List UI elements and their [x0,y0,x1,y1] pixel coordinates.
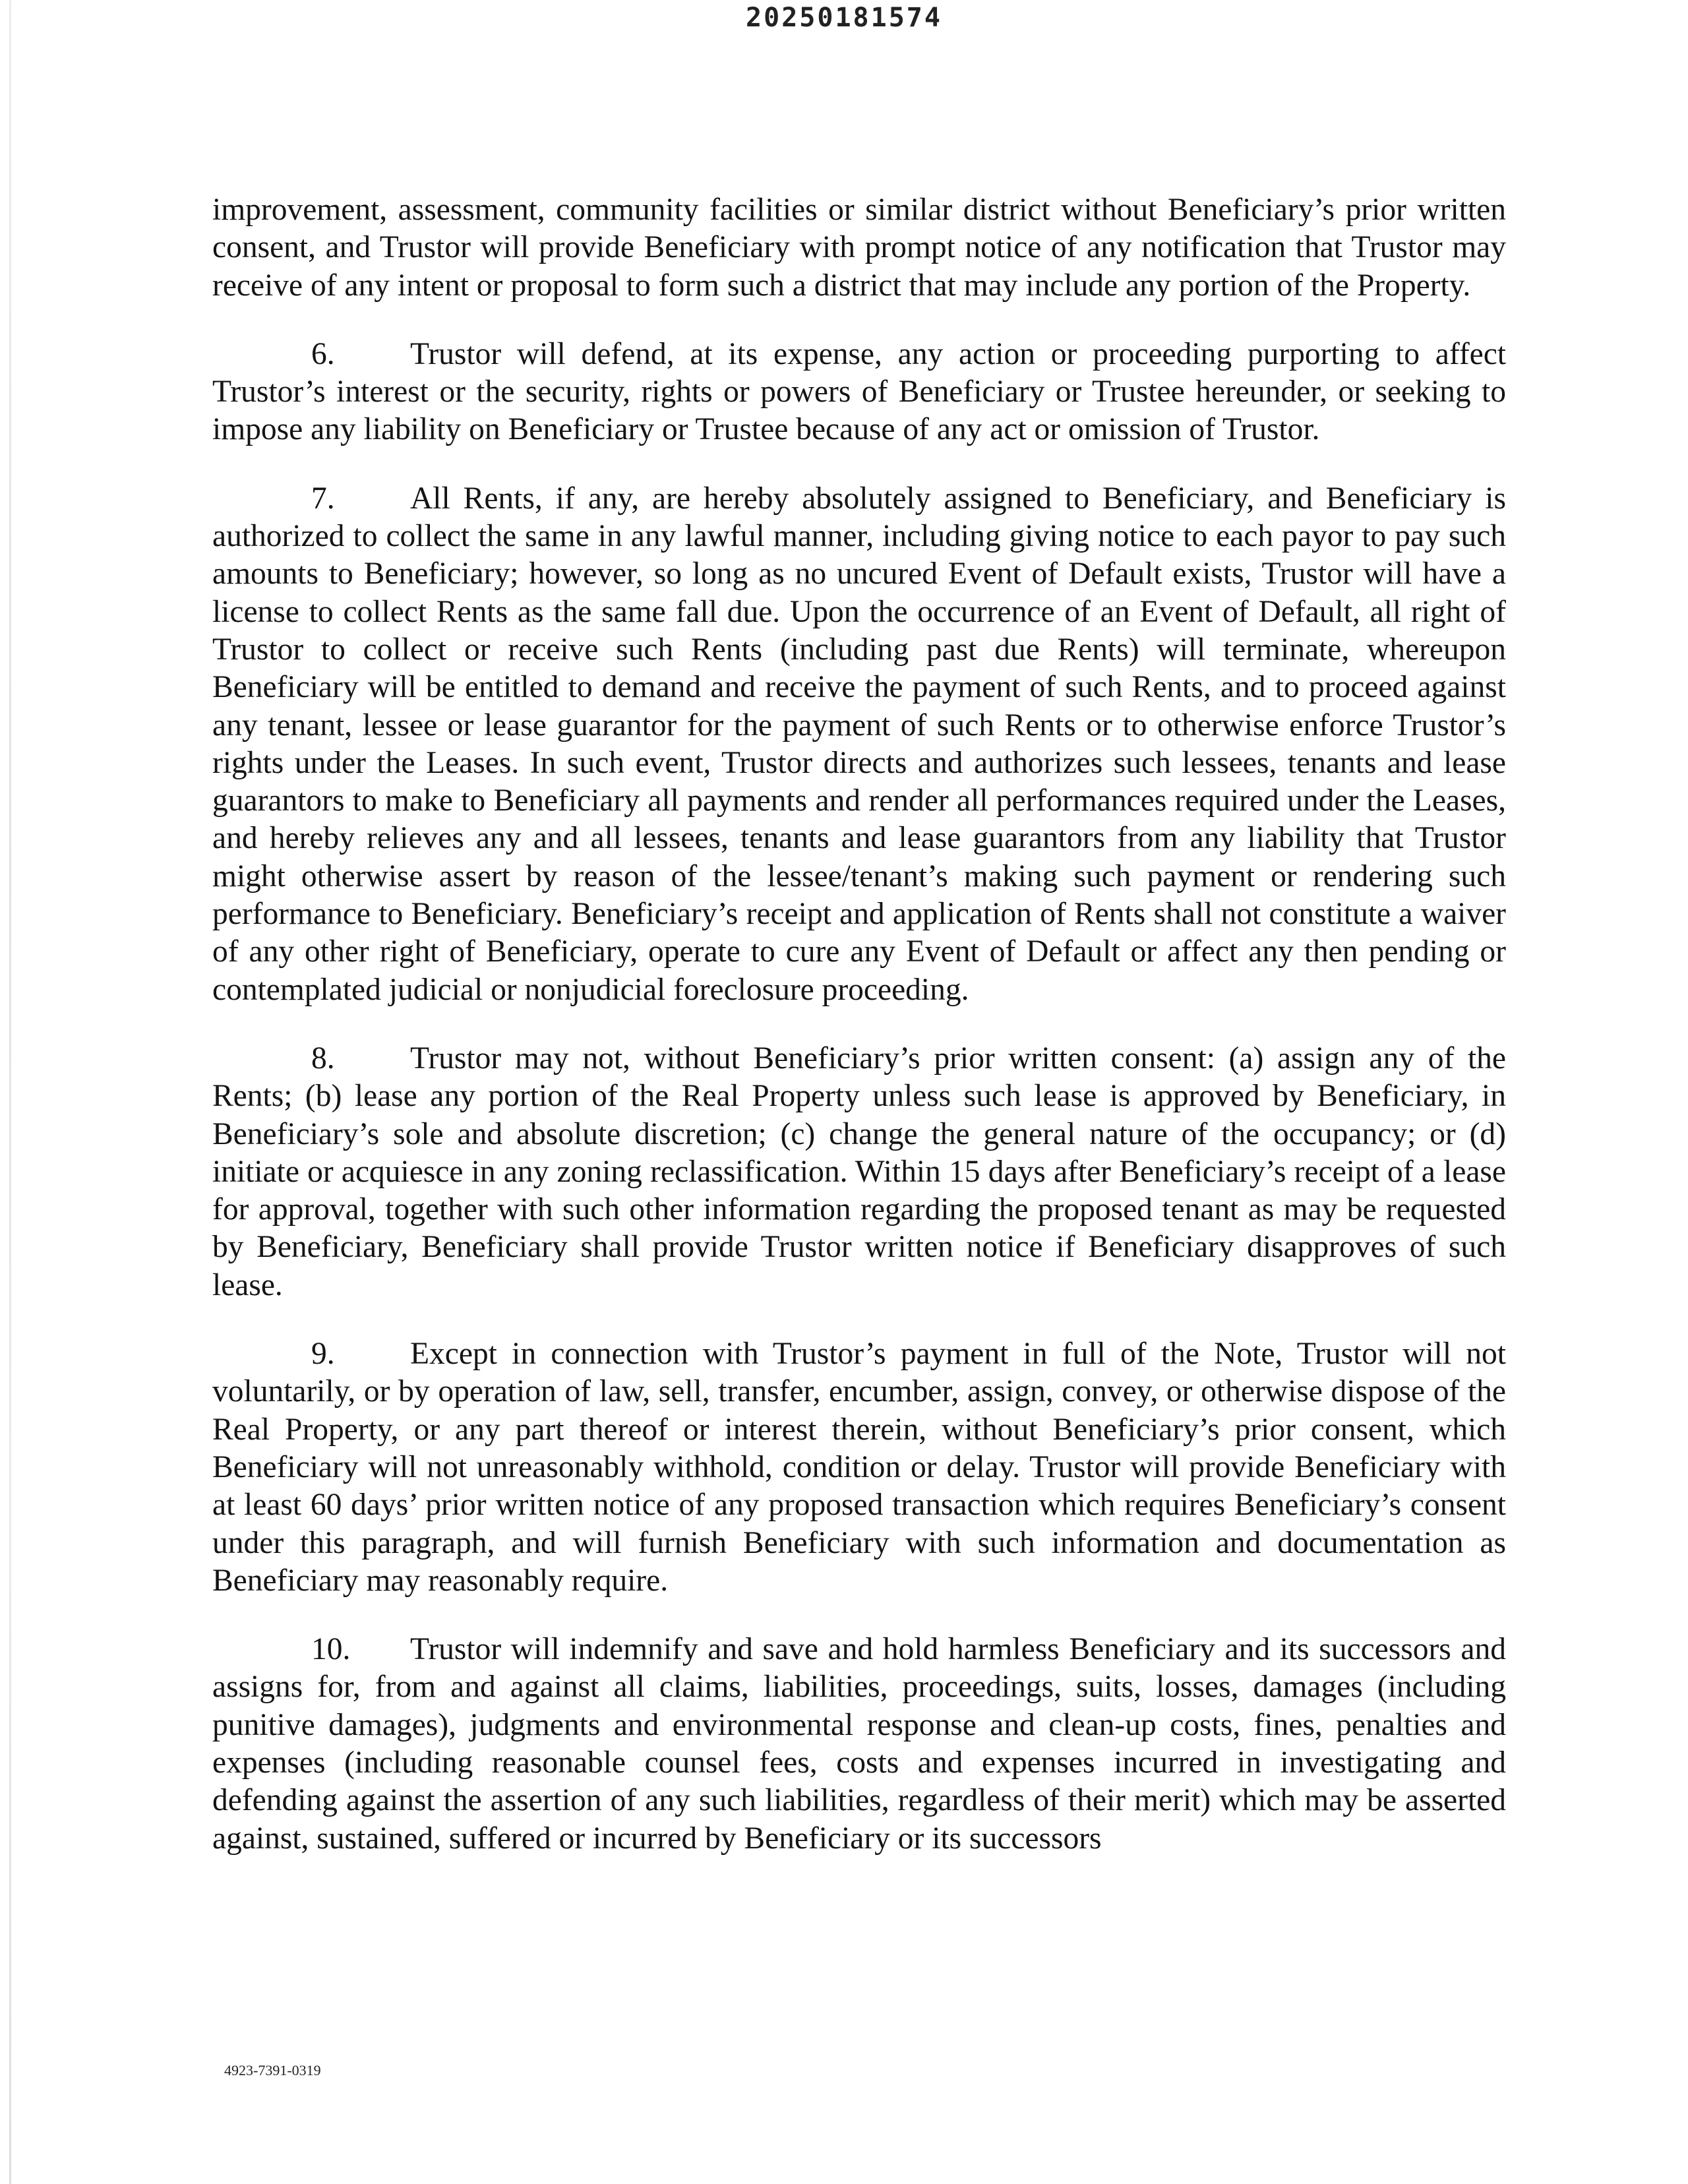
paragraph-text: improvement, assessment, community facilities or similar district without Beneficiary’s prior written consent, and Trustor will provide Beneficiary with prompt notice of any notification that Trustor may receive of any intent or proposal to form such a district that may include any portion of the Property. [212,193,1506,303]
paragraph-text: Trustor may not, without Beneficiary’s prior written consent: (a) assign any of the Rents; (b) lease any portion of the Real Property unless such lease is approved by Beneficiary, in Beneficiary’s sole and absolute discretion; (c) change the general nature of the occupancy; or (d) initiate or acquiesce in any zoning reclassification. Within 15 days after Beneficiary’s receipt of a lease for approval, together with such other information regarding the proposed tenant as may be requested by Beneficiary, Beneficiary shall provide Trustor written notice if Beneficiary disapproves of such lease. [212,1041,1506,1302]
document-body [212,191,1506,1889]
scan-edge-shadow [9,0,11,2184]
paragraph-9 [212,1335,1506,1600]
paragraph-6 [212,336,1506,449]
paragraph-number: 9. [311,1337,335,1372]
paragraph-number: 6. [311,336,335,371]
paragraph-10 [212,1631,1506,1858]
paragraph-number: 8. [311,1041,335,1076]
paragraph-number: 7. [311,481,335,516]
paragraph-text: Except in connection with Trustor’s payment in full of the Note, Trustor will not voluntarily, or by operation of law, sell, transfer, encumber, assign, convey, or otherwise dispose of the Real Property, or any part thereof or interest therein, without Beneficiary’s prior consent, which Beneficiary will not unreasonably withhold, condition or delay. Trustor will provide Beneficiary with at least 60 days’ prior written notice of any proposed transaction which requires Beneficiary’s consent under this paragraph, and will furnish Beneficiary with such information and documentation as Beneficiary may reasonably require. [212,1337,1506,1598]
paragraph-text: Trustor will indemnify and save and hold harmless Beneficiary and its successors and assigns for, from and against all claims, liabilities, proceedings, suits, losses, damages (including punitive damages), judgments and environmental response and clean-up costs, fines, penalties and expenses (including reasonable counsel fees, costs and expenses incurred in investigating and defending against the assertion of any such liabilities, regardless of their merit) which may be asserted against, sustained, suffered or incurred by Beneficiary or its successors [212,1632,1506,1856]
paragraph-7 [212,480,1506,1009]
paragraph-text: Trustor will defend, at its expense, any action or proceeding purporting to affect Trustor’s interest or the security, rights or powers of Beneficiary or Trustee hereunder, or seeking to impose any liability on Beneficiary or Trustee because of any act or omission of Trustor. [212,336,1506,447]
paragraph-number: 10. [311,1632,351,1667]
footer-document-id: 4923-7391-0319 [224,2062,321,2078]
paragraph-text: All Rents, if any, are hereby absolutely assigned to Beneficiary, and Beneficiary is authorized to collect the same in any lawful manner, including giving notice to each payor to pay such amounts to Beneficiary; however, so long as no uncured Event of Default exists, Trustor will have a license to collect Rents as the same fall due. Upon the occurrence of an Event of Default, all right of Trustor to collect or receive such Rents (including past due Rents) will terminate, whereupon Beneficiary will be entitled to demand and receive the payment of such Rents, and to proceed against any tenant, lessee or lease guarantor for the payment of such Rents or to otherwise enforce Trustor’s rights under the Leases. In such event, Trustor directs and authorizes such lessees, tenants and lease guarantors to make to Beneficiary all payments and render all performances required under the Leases, and hereby relieves any and all lessees, tenants and lease guarantors from any liability that Trustor might otherwise assert by reason of the lessee/tenant’s making such payment or rendering such performance to Beneficiary. Beneficiary’s receipt and application of Rents shall not constitute a waiver of any other right of Beneficiary, operate to cure any Event of Default or affect any then pending or contemplated judicial or nonjudicial foreclosure proceeding. [212,481,1506,1007]
recording-number-stamp: 20250181574 [746,3,942,33]
paragraph-8 [212,1040,1506,1304]
paragraph-continuation [212,191,1506,305]
